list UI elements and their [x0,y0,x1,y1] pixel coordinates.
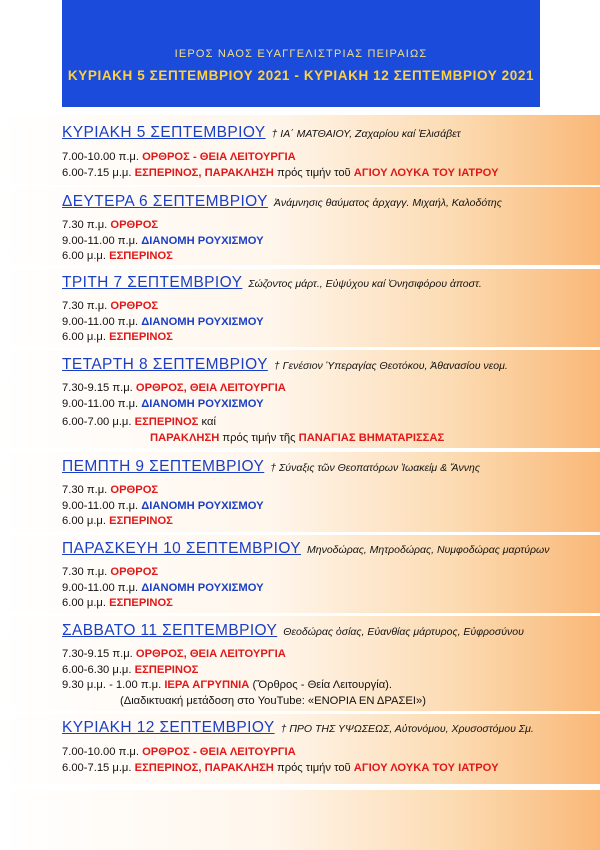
service-name: ΠΑΡΑΚΛΗΣΗ [150,431,220,444]
service-text: πρός τιμήν τοῦ [273,761,354,774]
service-text: 6.00 μ.μ. [62,331,106,343]
schedule-row [62,499,562,515]
day-heading [62,718,562,739]
church-name: ΙΕΡΟΣ ΝΑΟΣ ΕΥΑΓΓΕΛΙΣΤΡΙΑΣ ΠΕΙΡΑΙΩΣ [174,48,428,60]
schedule-row [62,761,562,777]
day-note: Σώζοντος μάρτ., Εὐψύχου καί Ὀνησιφόρου ἀποστ. [248,278,482,290]
day-title: ΠΕΜΠΤΗ 9 ΣΕΠΤΕΜΒΡΙΟΥ [62,458,265,475]
day-note: Μηνοδώρας, Μητροδώρας, Νυμφοδώρας μαρτύρων [307,544,550,556]
schedule-row [62,663,562,679]
service-name: ΕΣΠΕΡΙΝΟΣ [109,515,173,527]
service-text: πρός τιμήν τοῦ [273,166,354,179]
schedule-row [62,431,562,447]
schedule-row [62,166,562,182]
day-note: † Γενέσιον Ὑπεραγίας Θεοτόκου, Ἀθανασίου νεομ. [273,360,508,372]
day-note: † Σύναξις τῶν Θεοπατόρων Ἰωακείμ & Ἄννης [270,462,480,474]
day-heading [62,273,562,294]
schedule-row [62,745,562,761]
service-name: ΙΕΡΑ ΑΓΡΥΠΝΙΑ [164,679,250,691]
schedule-row [62,330,562,346]
service-text: 6.00-7.00 μ.μ. [62,416,132,428]
service-name: ΟΡΘΡΟΣ [110,300,159,312]
service-text: 7.30 π.μ. [62,566,108,578]
day-heading [62,123,562,144]
schedule-row [62,234,562,250]
schedule-row [62,249,562,265]
background-stripe [0,790,600,850]
service-name: ΟΡΘΡΟΣ - ΘΕΙΑ ΛΕΙΤΟΥΡΓΙΑ [142,151,296,163]
service-name: ΟΡΘΡΟΣ, ΘΕΙΑ ΛΕΙΤΟΥΡΓΙΑ [135,648,286,660]
service-text: 9.00-11.00 π.μ. [62,234,139,247]
day-heading [62,621,562,642]
schedule-row [62,483,562,499]
day-note: † ΠΡΟ ΤΗΣ ΥΨΩΣΕΩΣ, Αὐτονόμου, Χρυσοστόμου Σμ. [280,723,534,735]
day-heading [62,457,562,478]
schedule-row [62,565,562,581]
service-text: (Διαδικτυακή μετάδοση στο YouTube: «ΕΝΟΡΙΑ ΕΝ ΔΡΑΣΕΙ») [120,694,426,707]
date-range: ΚΥΡΙΑΚΗ 5 ΣΕΠΤΕΜΒΡΙΟΥ 2021 - ΚΥΡΙΑΚΗ 12 ΣΕΠΤΕΜΒΡΙΟΥ 2021 [67,68,535,83]
service-text: 6.00-7.15 μ.μ. [62,166,132,179]
schedule-row [62,415,562,431]
day-heading [62,355,562,376]
day-title: ΤΡΙΤΗ 7 ΣΕΠΤΕΜΒΡΙΟΥ [62,274,243,291]
day-heading [62,539,562,560]
day-section [62,457,562,530]
day-section [62,355,562,446]
day-title: ΔΕΥΤΕΡΑ 6 ΣΕΠΤΕΜΒΡΙΟΥ [62,193,268,210]
service-text: 6.00 μ.μ. [62,250,106,262]
service-text: 7.30 π.μ. [62,219,108,231]
service-name: ΑΓΙΟΥ ΛΟΥΚΑ ΤΟΥ ΙΑΤΡΟΥ [353,761,499,774]
day-title: ΠΑΡΑΣΚΕΥΗ 10 ΣΕΠΤΕΜΒΡΙΟΥ [62,540,302,557]
schedule-row [62,381,562,397]
service-name: ΕΣΠΕΡΙΝΟΣ [134,663,199,676]
service-text: 6.00 μ.μ. [62,515,106,527]
service-text: 9.00-11.00 π.μ. [62,315,139,328]
service-name: ΕΣΠΕΡΙΝΟΣ [109,331,173,343]
day-title: ΣΑΒΒΑΤΟ 11 ΣΕΠΤΕΜΒΡΙΟΥ [62,622,278,639]
service-text: 6.00-7.15 μ.μ. [62,761,132,774]
schedule-row [62,581,562,597]
day-title: ΤΕΤΑΡΤΗ 8 ΣΕΠΤΕΜΒΡΙΟΥ [62,356,268,373]
day-section [62,192,562,265]
service-name: ΠΑΝΑΓΙΑΣ ΒΗΜΑΤΑΡΙΣΣΑΣ [298,431,445,444]
day-section [62,539,562,612]
service-text: 6.00-6.30 μ.μ. [62,663,132,676]
service-name: ΔΙΑΝΟΜΗ ΡΟΥΧΙΣΜΟΥ [141,397,264,410]
day-section [62,123,562,181]
header-banner [62,0,540,107]
service-text: 9.00-11.00 π.μ. [62,397,139,410]
schedule-row [62,647,562,663]
service-text: 9.00-11.00 π.μ. [62,581,139,594]
day-section [62,621,562,709]
day-title: ΚΥΡΙΑΚΗ 12 ΣΕΠΤΕΜΒΡΙΟΥ [62,719,275,736]
day-note: Θεοδώρας ὁσίας, Εὐανθίας μάρτυρος, Εὐφροσύνου [283,626,524,638]
schedule-row [62,150,562,166]
service-name: ΔΙΑΝΟΜΗ ΡΟΥΧΙΣΜΟΥ [141,234,264,247]
service-name: ΔΙΑΝΟΜΗ ΡΟΥΧΙΣΜΟΥ [141,315,264,328]
service-text: 9.30 μ.μ. - 1.00 π.μ. [62,679,162,691]
schedule-row [62,397,562,413]
day-title: ΚΥΡΙΑΚΗ 5 ΣΕΠΤΕΜΒΡΙΟΥ [62,124,266,141]
service-text: 7.30-9.15 π.μ. [62,382,133,394]
service-text: (Ὄρθρος - Θεία Λειτουργία). [249,679,393,691]
service-name: ΕΣΠΕΡΙΝΟΣ [134,416,199,428]
schedule-row [62,694,562,710]
day-section [62,718,562,776]
service-text: 7.30-9.15 π.μ. [62,648,133,660]
service-name: ΔΙΑΝΟΜΗ ΡΟΥΧΙΣΜΟΥ [141,581,264,594]
day-note: † ΙΑ΄ ΜΑΤΘΑΙΟΥ, Ζαχαρίου καί Ἐλισάβετ [271,128,461,140]
service-name: ΟΡΘΡΟΣ, ΘΕΙΑ ΛΕΙΤΟΥΡΓΙΑ [135,382,286,394]
service-text: 7.30 π.μ. [62,484,108,496]
service-name: ΕΣΠΕΡΙΝΟΣ [109,250,173,262]
day-heading [62,192,562,213]
service-text: 7.00-10.00 π.μ. [62,151,139,163]
service-name: ΔΙΑΝΟΜΗ ΡΟΥΧΙΣΜΟΥ [141,499,264,512]
service-text: 6.00 μ.μ. [62,597,106,609]
service-text: 7.30 π.μ. [62,300,108,312]
schedule-row [62,678,562,694]
service-name: ΟΡΘΡΟΣ [110,484,159,496]
day-section [62,273,562,346]
service-name: ΑΓΙΟΥ ΛΟΥΚΑ ΤΟΥ ΙΑΤΡΟΥ [353,166,499,179]
service-name: ΟΡΘΡΟΣ - ΘΕΙΑ ΛΕΙΤΟΥΡΓΙΑ [142,746,296,758]
service-text: 7.00-10.00 π.μ. [62,746,139,758]
service-text: καί [198,416,216,428]
schedule-row [62,596,562,612]
service-name: ΕΣΠΕΡΙΝΟΣ, ΠΑΡΑΚΛΗΣΗ [134,166,274,179]
service-name: ΕΣΠΕΡΙΝΟΣ [109,597,173,609]
schedule-row [62,514,562,530]
day-note: Ἀνάμνησις θαύματος ἀρχαγγ. Μιχαήλ, Καλοδότης [273,197,502,209]
schedule-row [62,315,562,331]
service-text: πρός τιμήν τῆς [219,431,299,444]
schedule-row [62,218,562,234]
schedule-row [62,299,562,315]
service-name: ΟΡΘΡΟΣ [110,219,159,231]
service-name: ΕΣΠΕΡΙΝΟΣ, ΠΑΡΑΚΛΗΣΗ [134,761,274,774]
service-text: 9.00-11.00 π.μ. [62,499,139,512]
service-name: ΟΡΘΡΟΣ [110,566,159,578]
